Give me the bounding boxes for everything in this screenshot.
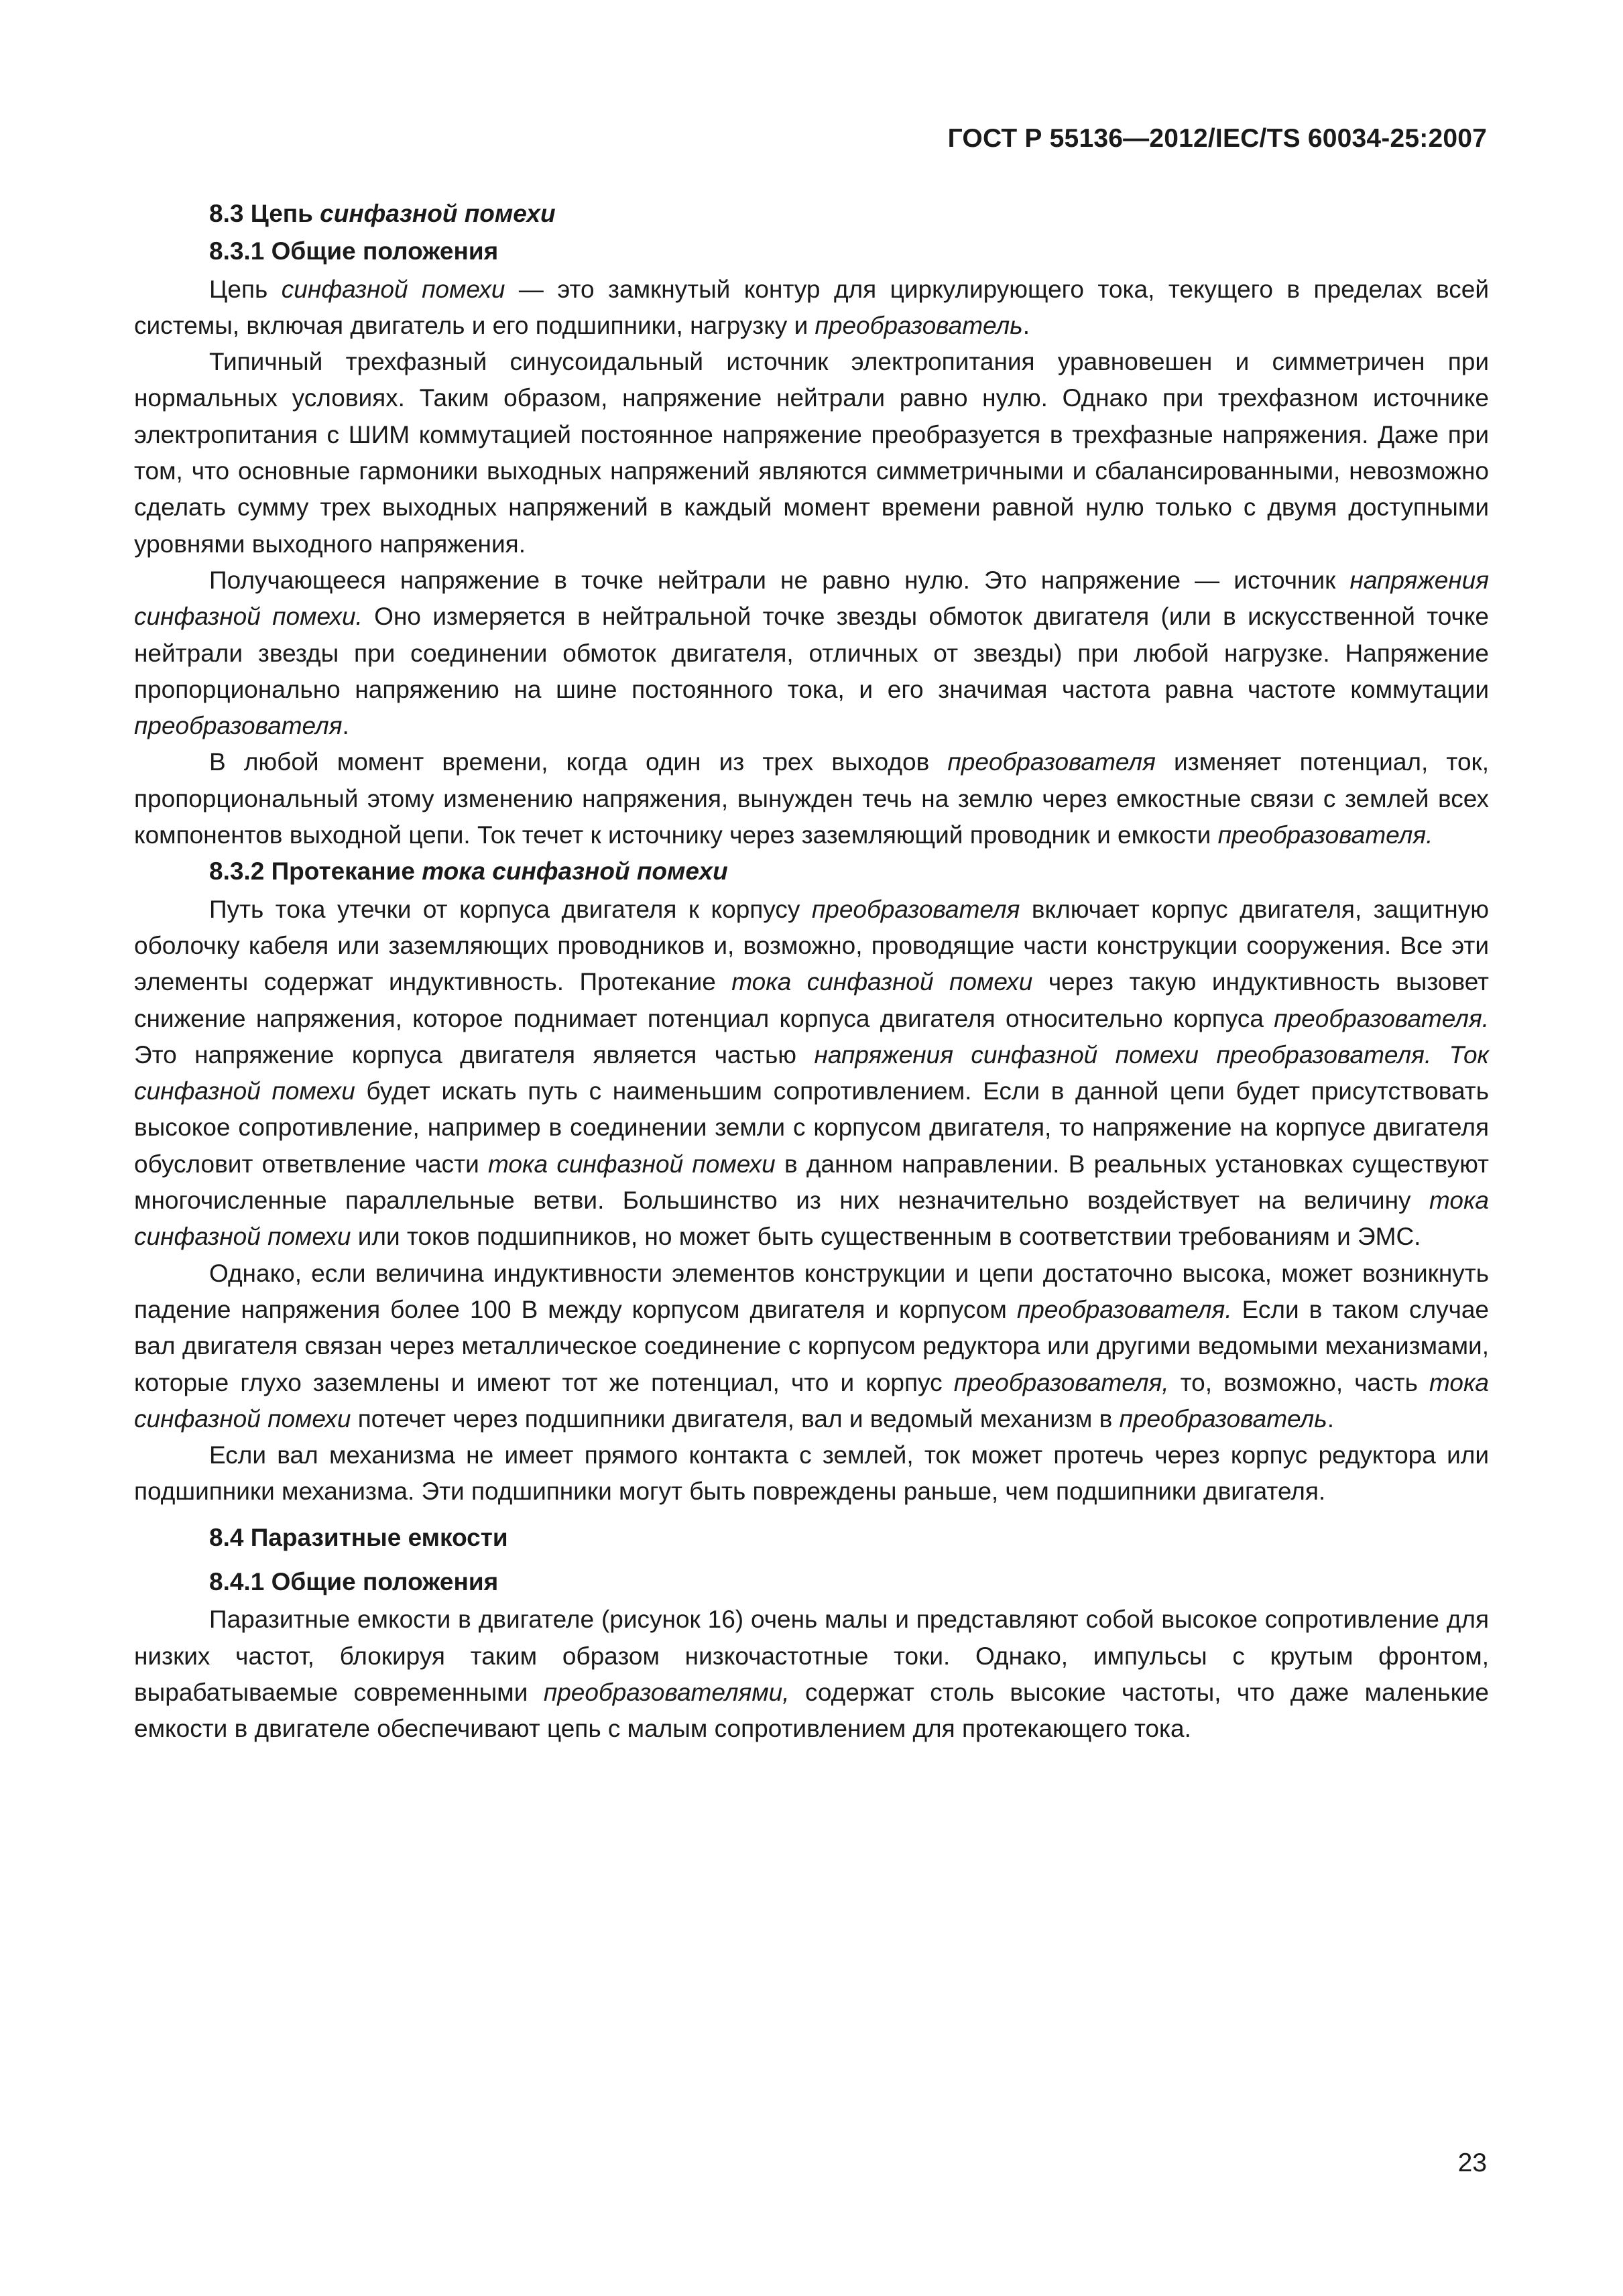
page-number: 23	[1457, 2149, 1487, 2177]
document-header: ГОСТ Р 55136—2012/IEC/TS 60034-25:2007	[947, 124, 1487, 153]
paragraph: Если вал механизма не имеет прямого контакта с землей, ток может протечь через корпус редуктора или подшипники механизма. Эти подшипники могут быть повреждены раньше, чем подшипники двигателя.	[134, 1441, 1489, 1506]
paragraph: Паразитные емкости в двигателе (рисунок 16) очень малы и представляют собой высокое сопротивление для низких частот, блокируя таким образом низкочастотные токи. Однако, импульсы с крутым фронтом, вырабатываемые современными преобразователями, содержат столь высокие частоты, что даже маленькие емкости в двигателе обеспечивают цепь с малым сопротивлением для протекающего тока.	[134, 1606, 1489, 1743]
paragraph: В любой момент времени, когда один из трех выходов преобразователя изменяет потенциал, ток, пропорциональный этому изменению напряжения, вынужден течь на землю через емкостные связи с землей всех компонентов выходной цепи. Ток течет к источнику через заземляющий проводник и емкости преобразователя.	[134, 748, 1489, 849]
paragraph: Получающееся напряжение в точке нейтрали не равно нулю. Это напряжение — источник напряжения синфазной помехи. Оно измеряется в нейтральной точке звезды обмоток двигателя (или в искусственной точке нейтрали звезды при соединении обмоток двигателя, отличных от звезды) при любой нагрузке. Напряжение пропорционально напряжению на шине постоянного тока, и его значимая частота равна частоте коммутации преобразователя.	[134, 566, 1489, 740]
paragraph: Однако, если величина индуктивности элементов конструкции и цепи достаточно высока, может возникнуть падение напряжения более 100 В между корпусом двигателя и корпусом преобразователя. Если в таком случае вал двигателя связан через металлическое соединение с корпусом редуктора или другими ведомыми механизмами, которые глухо заземлены и имеют тот же потенциал, что и корпус преобразователя, то, возможно, часть тока синфазной помехи потечет через подшипники двигателя, вал и ведомый механизм в преобразователь.	[134, 1259, 1490, 1433]
section-8-3-title: 8.3 Цепь синфазной помехи	[209, 200, 556, 227]
section-8-4-1-title: 8.4.1 Общие положения	[209, 1567, 499, 1595]
section-8-4-title: 8.4 Паразитные емкости	[209, 1523, 508, 1551]
section-8-3-1-title: 8.3.1 Общие положения	[209, 237, 499, 265]
document-body	[134, 196, 1489, 1747]
section-8-3-2-title: 8.3.2 Протекание тока синфазной помехи	[209, 857, 728, 886]
paragraph: Цепь синфазной помехи — это замкнутый контур для циркулирующего тока, текущего в пределах всей системы, включая двигатель и его подшипники, нагрузку и преобразователь.	[134, 275, 1489, 339]
paragraph: Путь тока утечки от корпуса двигателя к корпусу преобразователя включает корпус двигателя, защитную оболочку кабеля или заземляющих проводников и, возможно, проводящие части конструкции сооружения. Все эти элементы содержат индуктивность. Протекание тока синфазной помехи через такую индуктивность вызовет снижение напряжения, которое поднимает потенциал корпуса двигателя относительно корпуса преобразователя. Это напряжение корпуса двигателя является частью напряжения синфазной помехи преобразователя. Ток синфазной помехи будет искать путь с наименьшим сопротивлением. Если в данной цепи будет присутствовать высокое сопротивление, например в соединении земли с корпусом двигателя, то напряжение на корпусе двигателя обусловит ответвление части тока синфазной помехи в данном направлении. В реальных установках существуют многочисленные параллельные ветви. Большинство из них незначительно воздействует на величину тока синфазной помехи или токов подшипников, но может быть существенным в соответствии требованиям и ЭМС.	[134, 895, 1489, 1251]
paragraph: Типичный трехфазный синусоидальный источник электропитания уравновешен и симметричен при нормальных условиях. Таким образом, напряжение нейтрали равно нулю. Однако при трехфазном источнике электропитания с ШИМ коммутацией постоянное напряжение преобразуется в трехфазные напряжения. Даже при том, что основные гармоники выходных напряжений являются симметричными и сбалансированными, невозможно сделать сумму трех выходных напряжений в каждый момент времени равной нулю только с двумя доступными уровнями выходного напряжения.	[134, 348, 1489, 558]
